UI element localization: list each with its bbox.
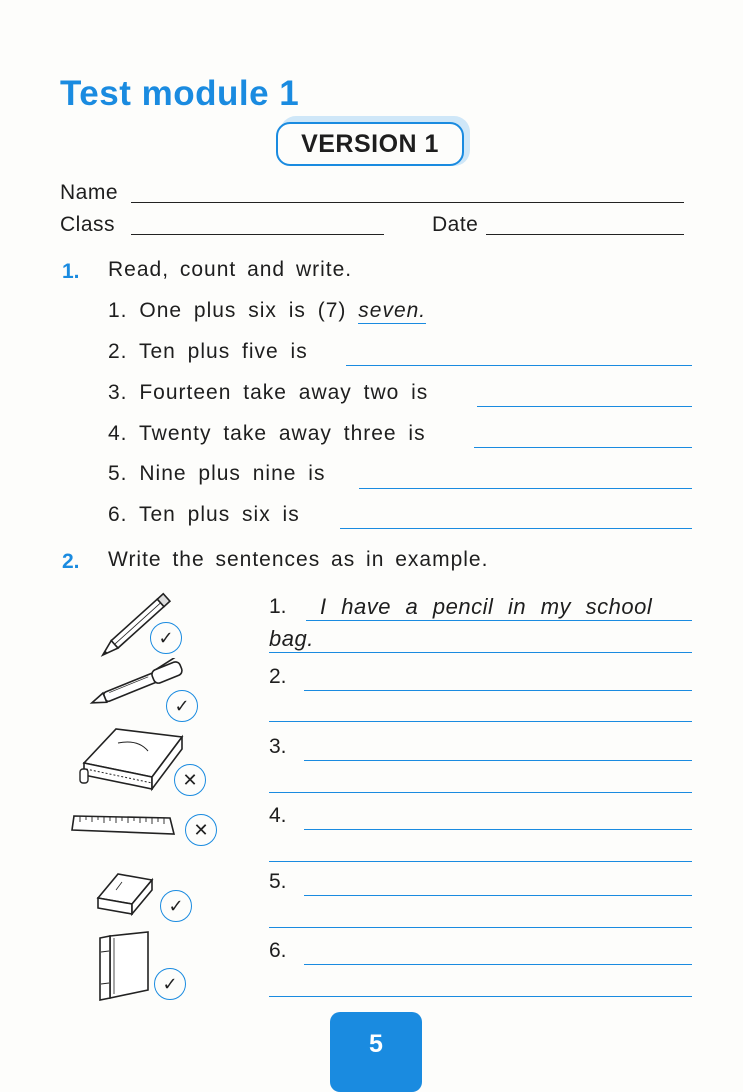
check-mark-icon: ✓ — [166, 690, 198, 722]
name-label: Name — [60, 181, 119, 204]
task1-item: 1. One plus six is (7) seven. — [108, 299, 427, 322]
writing-line[interactable] — [304, 740, 692, 761]
cross-mark-icon: ✕ — [174, 764, 206, 796]
answer-line[interactable] — [474, 427, 692, 448]
version-label: VERSION 1 — [276, 122, 464, 166]
task1-item: 4. Twenty take away three is — [108, 422, 426, 445]
task1-item: 6. Ten plus six is — [108, 503, 300, 526]
example-answer: seven. — [358, 299, 427, 322]
writing-line[interactable] — [304, 875, 692, 896]
task1-item: 5. Nine plus nine is — [108, 462, 326, 485]
task1-item: 2. Ten plus five is — [108, 340, 308, 363]
answer-line[interactable] — [346, 345, 692, 366]
writing-line[interactable] — [304, 809, 692, 830]
rubber-icon — [94, 868, 156, 916]
sentence-number: 2. — [269, 665, 287, 688]
sentence-number: 1. — [269, 595, 287, 618]
book-icon — [98, 928, 154, 1002]
page-title: Test module 1 — [60, 74, 300, 113]
example-sentence-line2: bag. — [269, 626, 314, 651]
writing-line[interactable] — [269, 841, 692, 862]
example-sentence-line1: I have a pencil in my school — [320, 594, 653, 619]
cross-mark-icon: ✕ — [185, 814, 217, 846]
class-label: Class — [60, 213, 116, 236]
answer-line[interactable] — [359, 468, 692, 489]
task2-number: 2. — [62, 550, 80, 573]
sentence-number: 3. — [269, 735, 287, 758]
check-mark-icon: ✓ — [150, 622, 182, 654]
writing-line[interactable] — [269, 976, 692, 997]
name-field[interactable] — [131, 182, 684, 203]
task1-item: 3. Fourteen take away two is — [108, 381, 429, 404]
sentence-number: 5. — [269, 870, 287, 893]
page-number: 5 — [369, 1030, 383, 1058]
task1-instruction: Read, count and write. — [108, 258, 353, 281]
writing-line[interactable] — [269, 701, 692, 722]
writing-line[interactable] — [304, 944, 692, 965]
writing-line[interactable] — [269, 772, 692, 793]
ruler-icon — [70, 812, 180, 840]
writing-line[interactable] — [269, 907, 692, 928]
example-underline — [306, 600, 692, 621]
answer-line[interactable] — [340, 508, 692, 529]
check-mark-icon: ✓ — [154, 968, 186, 1000]
version-badge — [276, 118, 472, 172]
writing-line[interactable] — [304, 670, 692, 691]
date-field[interactable] — [486, 214, 684, 235]
example-underline — [269, 632, 692, 653]
pencil-case-icon — [78, 725, 188, 795]
answer-line[interactable] — [477, 386, 692, 407]
task1-number: 1. — [62, 260, 80, 283]
sentence-number: 4. — [269, 804, 287, 827]
date-label: Date — [432, 213, 479, 236]
task2-instruction: Write the sentences as in example. — [108, 548, 489, 571]
check-mark-icon: ✓ — [160, 890, 192, 922]
sentence-number: 6. — [269, 939, 287, 962]
class-field[interactable] — [131, 214, 384, 235]
